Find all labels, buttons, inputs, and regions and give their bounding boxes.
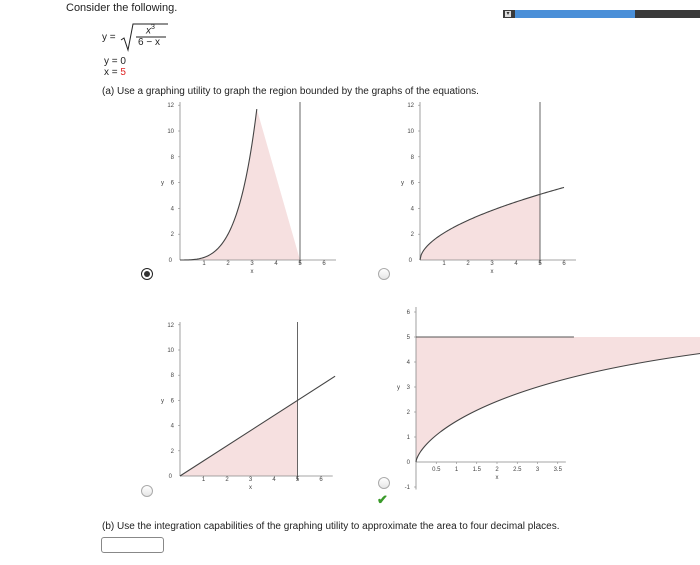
x-tick-label: 3 xyxy=(250,261,254,267)
progress-fill xyxy=(515,10,635,18)
shaded-region xyxy=(416,337,700,462)
equation-numerator xyxy=(146,24,155,36)
equation-line-2: y = 0 xyxy=(104,56,126,67)
graph-option-c xyxy=(150,316,350,496)
part-a-prompt: (a) Use a graphing utility to graph the region bounded by the graphs of the equations. xyxy=(102,86,479,97)
origin-label: 0 xyxy=(408,258,412,264)
equation-y-label: y = xyxy=(102,32,116,43)
x-tick-label: 0.5 xyxy=(432,467,441,473)
x-axis-label: x xyxy=(495,475,499,481)
x-tick-label: 2 xyxy=(226,261,230,267)
x-tick-label: 5 xyxy=(295,477,300,483)
x-tick-label: 2 xyxy=(466,261,470,267)
equation-line-3 xyxy=(104,67,126,78)
correct-check-icon: ✔ xyxy=(377,492,388,507)
y-tick-label: 6 xyxy=(410,180,414,187)
y-axis-label: y xyxy=(161,398,164,405)
radio-option-a[interactable] xyxy=(141,268,153,280)
x-tick-label: 1 xyxy=(442,261,446,267)
y-tick-label: 10 xyxy=(407,129,414,135)
x-tick-label: 6 xyxy=(562,261,566,267)
numerator-base: x xyxy=(146,25,151,37)
y-tick-label: 6 xyxy=(406,310,410,316)
x-tick-label: 2 xyxy=(495,467,499,473)
x-tick-label: 6 xyxy=(319,477,323,483)
collapse-icon[interactable]: ▾ xyxy=(506,11,510,17)
y-tick-label: 6 xyxy=(170,180,174,187)
graph-option-a xyxy=(150,98,350,274)
x-tick-label: 4 xyxy=(272,477,276,483)
origin-label: 0 xyxy=(168,258,172,264)
y-axis-label: y xyxy=(401,180,404,187)
y-tick-label: 6 xyxy=(170,398,174,405)
y-tick-label: 4 xyxy=(170,423,174,430)
x-tick-label: 4 xyxy=(274,261,278,267)
x-tick-label: 2 xyxy=(225,477,229,483)
radio-option-b[interactable] xyxy=(378,268,390,280)
equation-denominator: 6 − x xyxy=(138,37,160,48)
y-tick-label: 3 xyxy=(406,385,410,391)
y-tick-label: -1 xyxy=(404,485,410,491)
radio-option-c[interactable] xyxy=(141,485,153,497)
x-tick-label: 2.5 xyxy=(513,467,522,473)
x-tick-label: 3 xyxy=(535,467,540,473)
x-tick-label: 3.5 xyxy=(553,467,562,473)
x-tick-label: 6 xyxy=(322,261,326,267)
x-tick-label: 1 xyxy=(454,467,459,473)
y-tick-label: 2 xyxy=(170,448,174,455)
y-tick-label: 5 xyxy=(406,335,410,341)
x-tick-label: 1 xyxy=(201,477,206,483)
y-tick-label: 4 xyxy=(170,206,174,213)
part-b-prompt: (b) Use the integration capabilities of the graphing utility to approximate the area to four decimal places. xyxy=(102,521,560,532)
x-tick-label: 5 xyxy=(298,261,302,267)
area-answer-input[interactable] xyxy=(101,537,164,553)
x-axis-label: x xyxy=(250,269,254,275)
y-tick-label: 10 xyxy=(167,348,174,354)
shaded-region xyxy=(420,194,540,260)
origin-label: 0 xyxy=(406,460,410,466)
y-tick-label: 10 xyxy=(167,129,174,135)
graph-option-b xyxy=(390,98,590,274)
y-tick-label: 12 xyxy=(167,322,174,329)
x-tick-label: 1 xyxy=(202,261,206,267)
x-tick-label: 3 xyxy=(490,261,494,267)
x-tick-label: 5 xyxy=(538,261,542,267)
y-tick-label: 2 xyxy=(170,232,174,239)
radio-option-d[interactable] xyxy=(378,477,390,489)
graph-option-d xyxy=(390,306,590,491)
x-tick-label: 4 xyxy=(514,261,518,267)
y-tick-label: 12 xyxy=(167,103,174,110)
x-tick-label: 1.5 xyxy=(472,467,481,473)
problem-title: Consider the following. xyxy=(66,2,178,14)
y-axis-label: y xyxy=(161,180,164,187)
y-tick-label: 8 xyxy=(410,154,414,161)
y-tick-label: 2 xyxy=(406,410,410,416)
y-tick-label: 1 xyxy=(406,435,410,441)
y-tick-label: 4 xyxy=(410,206,414,213)
equation-line-3-prefix: x = xyxy=(104,67,121,78)
origin-label: 0 xyxy=(168,474,172,480)
equation-line-3-value: 5 xyxy=(120,67,126,78)
shaded-region xyxy=(180,109,300,260)
progress-bar[interactable] xyxy=(503,10,700,18)
y-axis-label: y xyxy=(397,385,400,391)
y-tick-label: 8 xyxy=(170,154,174,161)
y-tick-label: 4 xyxy=(406,360,410,366)
y-tick-label: 8 xyxy=(170,373,174,380)
x-tick-label: 3 xyxy=(248,477,253,483)
numerator-exponent: 3 xyxy=(151,24,155,31)
x-axis-label: x xyxy=(249,485,252,491)
y-tick-label: 2 xyxy=(410,232,414,239)
x-axis-label: x xyxy=(490,269,494,275)
y-tick-label: 12 xyxy=(407,103,414,110)
